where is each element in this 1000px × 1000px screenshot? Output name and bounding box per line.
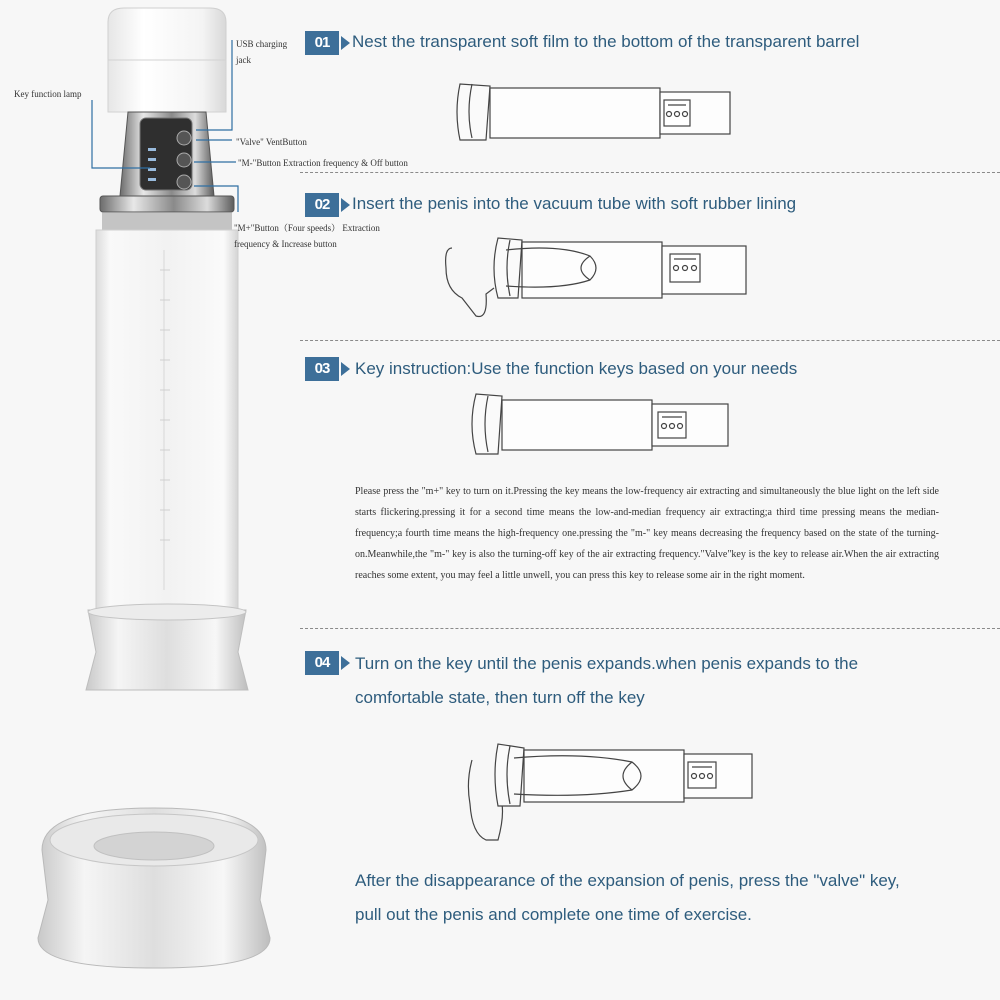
step-01-diagram <box>450 72 750 162</box>
key-lamp-callout: Key function lamp <box>14 89 82 99</box>
divider-2 <box>300 340 1000 341</box>
step-02-diagram <box>440 228 760 323</box>
step-01-badge: 01 <box>305 31 349 55</box>
vacuum-pump-device-illustration <box>0 0 300 1000</box>
step-03-title: Key instruction:Use the function keys based on your needs <box>355 359 798 378</box>
m-plus-button-callout: "M+"Button（Four speeds） Extraction frequency & Increase button <box>234 223 380 249</box>
step-04-badge: 04 <box>305 651 349 675</box>
step-02-badge: 02 <box>305 193 349 217</box>
step-04-title: Turn on the key until the penis expands.when penis expands to the comfortable state, then turn off the key <box>355 654 859 707</box>
valve-button-callout: "Valve" VentButton <box>236 137 307 147</box>
m-minus-button-callout: "M-"Button Extraction frequency & Off button <box>238 158 408 168</box>
final-instruction-text: After the disappearance of the expansion of penis, press the "valve" key, pull out the penis and complete one time of exercise. <box>355 871 900 924</box>
divider-1 <box>300 172 1000 173</box>
divider-3 <box>300 628 1000 629</box>
step-01-title: Nest the transparent soft film to the bottom of the transparent barrel <box>352 32 860 51</box>
step-03-badge: 03 <box>305 357 349 381</box>
step-03-diagram <box>462 388 742 468</box>
step-04-diagram <box>462 738 762 848</box>
step-02-title: Insert the penis into the vacuum tube with soft rubber lining <box>352 194 797 213</box>
key-instruction-paragraph: Please press the "m+" key to turn on it.Pressing the key means the low-frequency air extracting and simultaneously the blue light on the left side starts flickering.pressing it for a second time means the low-and-median frequency air extracting;a third time pressing means the median-frequency;a fourth time means the high-frequency one.pressing the "m-" key means decreasing the frequency based on the state of the turning-on.Meanwhile,the "m-" key is also the turning-off key of the air extracting frequency."Valve"key is the key to release air.When the air extracting reaches some extent, you may feel a little unwell, you can press this key to release some air in the right moment. <box>355 486 939 581</box>
usb-jack-callout: USB charging jack <box>236 39 288 65</box>
